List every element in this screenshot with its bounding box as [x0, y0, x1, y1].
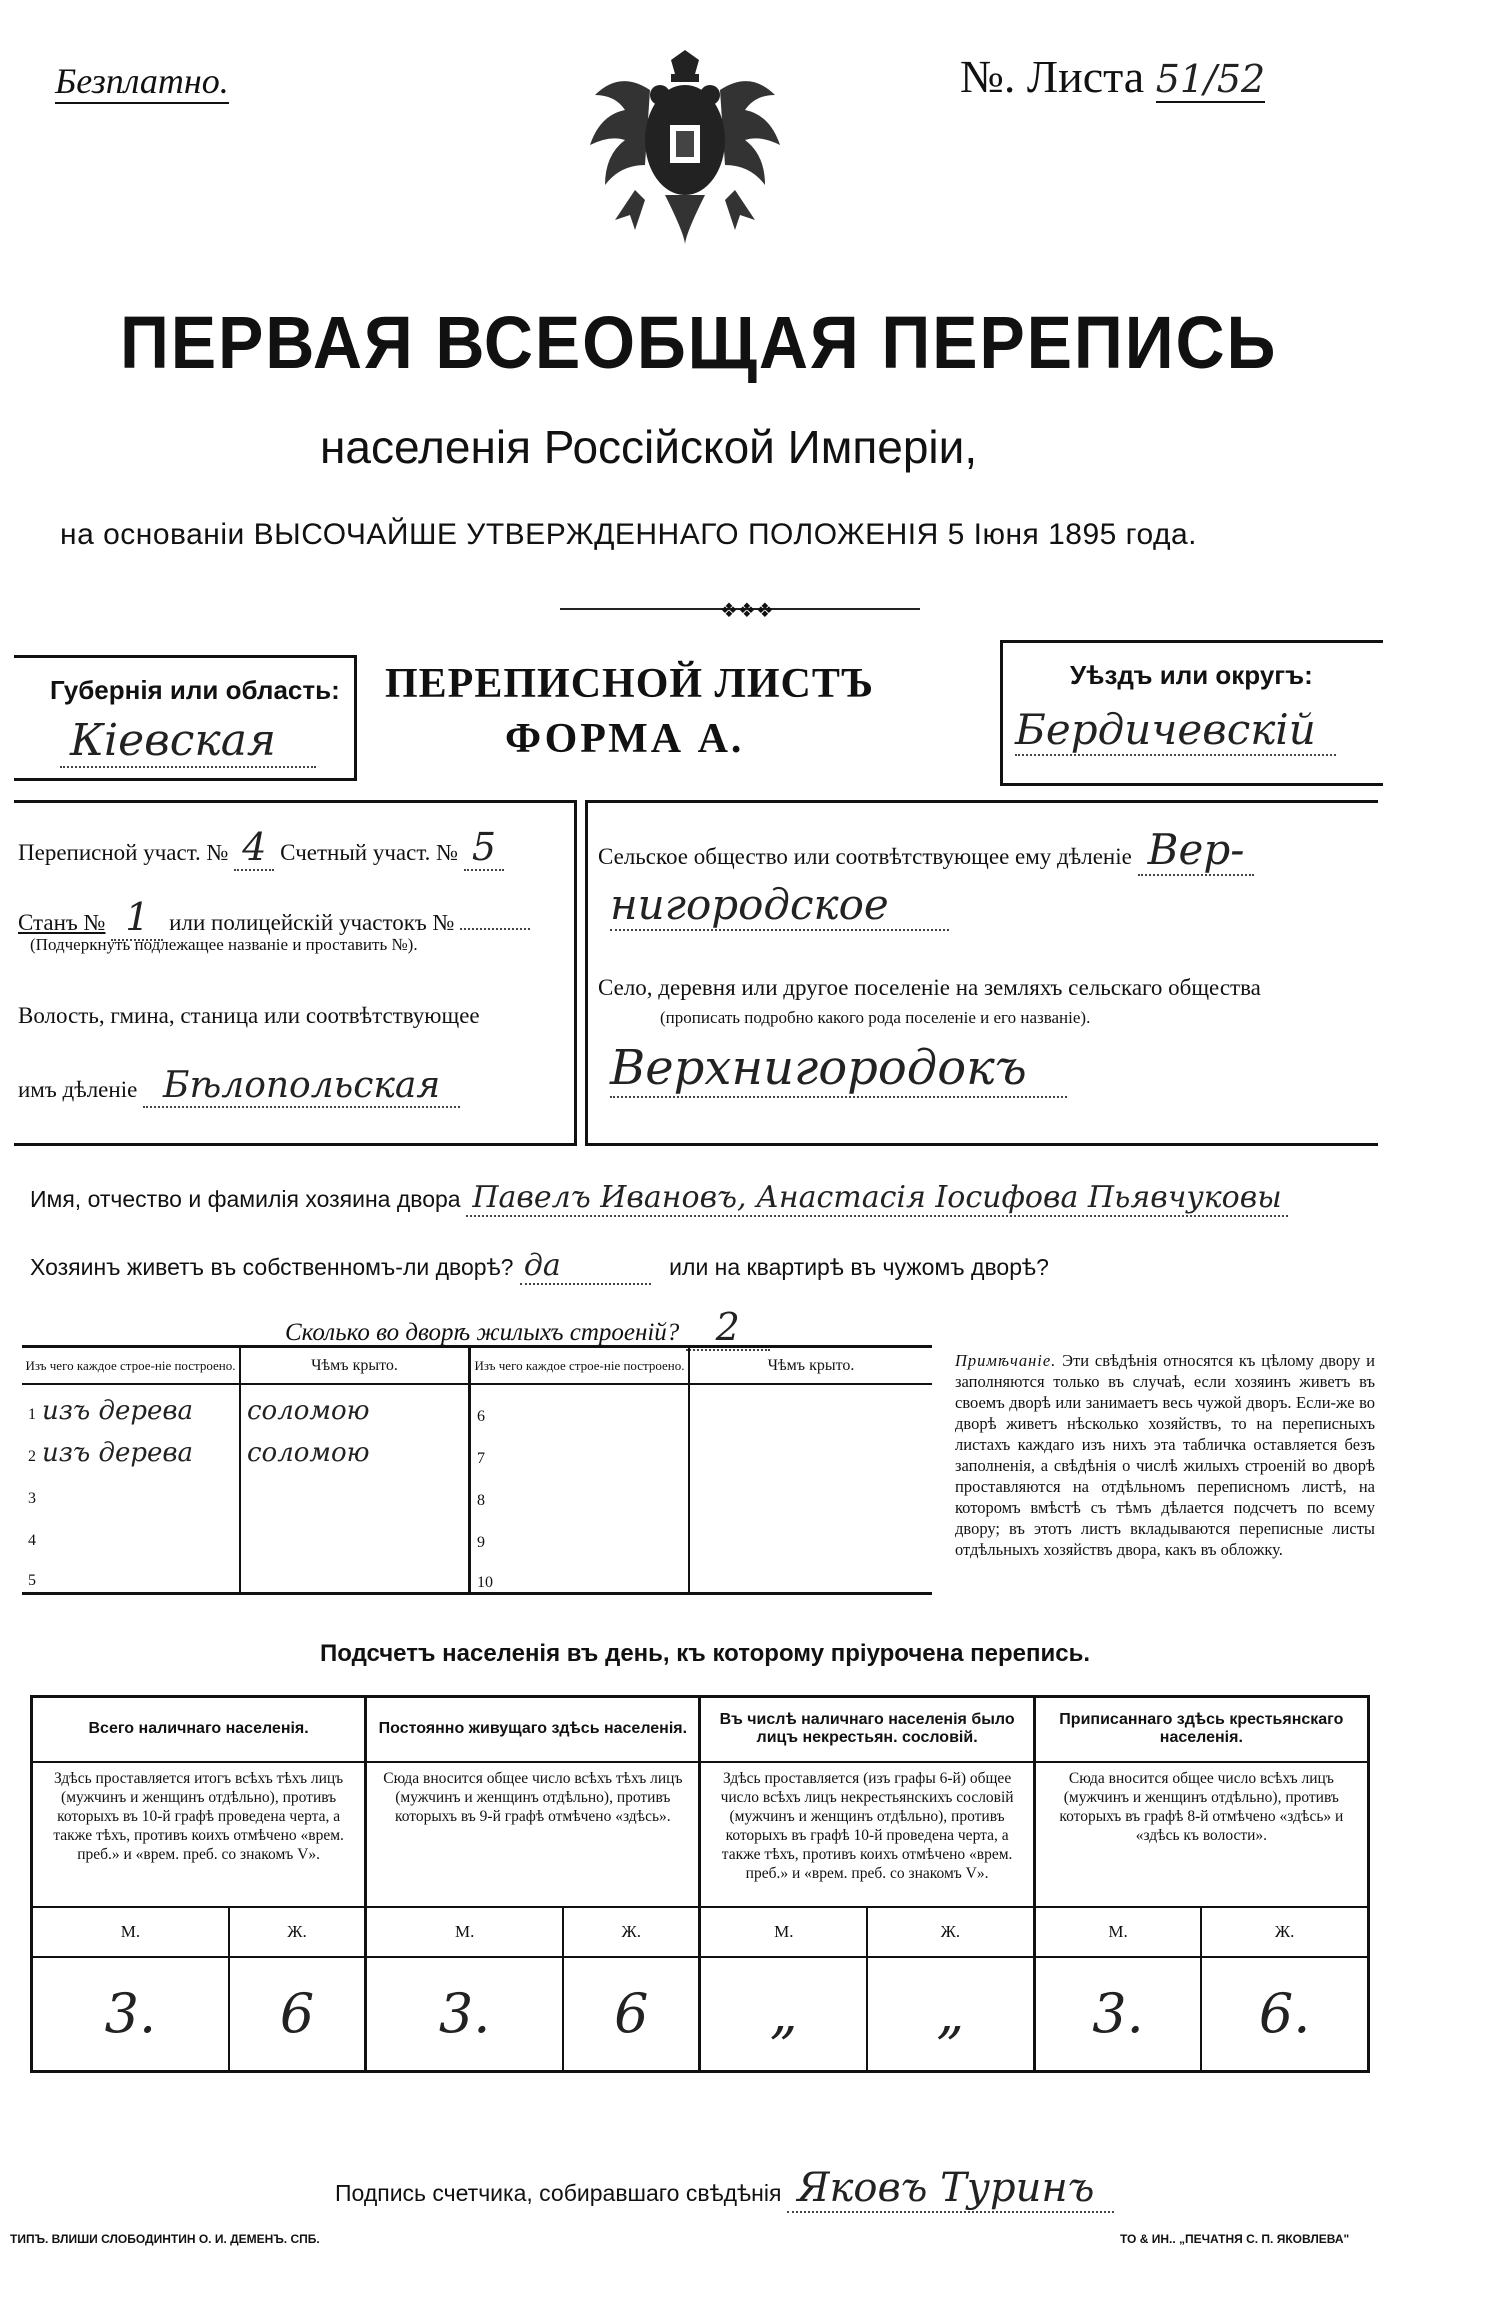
building-number: 7	[477, 1449, 485, 1467]
male-count: 3.	[1034, 1957, 1201, 2072]
female-count: 6.	[1201, 1957, 1368, 2072]
building-material-cell-2	[470, 1468, 690, 1510]
uezd-value: Бердичевскій	[1015, 705, 1336, 756]
building-material-cell-2	[470, 1384, 690, 1426]
selskoe-value-1: Вер-	[1138, 825, 1255, 876]
table-row	[22, 1552, 932, 1594]
buildings-label: Сколько во дворѣ жилыхъ строеній?	[285, 1319, 680, 1346]
volost-label: Волость, гмина, станица или соотвѣтствующее	[18, 1003, 480, 1028]
table-row	[22, 1510, 932, 1552]
count-column-header: Постоянно живущаго здѣсь населенія.	[366, 1697, 700, 1762]
building-roof-cell	[240, 1384, 470, 1426]
selskoe-label: Сельское общество или соотвѣтствующее ему дѣленіе	[598, 844, 1132, 869]
selo-value: Верхнигородокъ	[610, 1040, 1067, 1098]
building-material-cell	[22, 1384, 240, 1426]
form-title: ПЕРЕПИСНОЙ ЛИСТЪ	[385, 661, 874, 707]
selo-note: (прописать подробно какого рода поселеніе и его названіе).	[660, 1008, 1091, 1027]
female-label: Ж.	[1201, 1907, 1368, 1957]
building-number: 4	[28, 1531, 36, 1549]
building-number: 5	[28, 1572, 36, 1589]
col-material-header: Изъ чего каждое строе-ніе построено.	[22, 1347, 240, 1385]
male-label: М.	[366, 1907, 563, 1957]
col-roof-header-2: Чѣмъ крыто.	[767, 1356, 855, 1374]
building-material: изъ дерева	[42, 1437, 194, 1468]
building-material-cell	[22, 1510, 240, 1552]
police-note: (Подчеркнуть подлежащее названіе и проставить №).	[30, 935, 418, 954]
building-number: 10	[477, 1574, 493, 1591]
schetnyi-value: 5	[464, 825, 504, 871]
building-roof-cell	[240, 1510, 470, 1552]
lives-row	[30, 1248, 1049, 1283]
male-count: „	[700, 1957, 867, 2072]
gubernia-label: Губернія или область:	[50, 675, 340, 705]
signature-row	[335, 2165, 1114, 2211]
building-number: 1	[28, 1406, 36, 1424]
building-roof-cell-2	[689, 1384, 932, 1426]
count-column-description: Сюда вносится общее число всѣхъ тѣхъ лицъ (мужчинъ и женщинъ отдѣльно), противъ которыхъ въ 9-й графѣ отмѣчено «здѣсь».	[366, 1762, 700, 1907]
perepisnoi-value: 4	[234, 825, 274, 871]
building-material-cell-2	[470, 1426, 690, 1468]
schetnyi-label: Счетный участ. №	[280, 840, 459, 865]
uezd-label: Уѣздъ или округъ:	[1070, 660, 1313, 690]
owner-label: Имя, отчество и фамилія хозяина двора	[30, 1186, 461, 1212]
building-roof-cell	[240, 1426, 470, 1468]
table-row	[22, 1426, 932, 1468]
female-count: 6	[563, 1957, 700, 2072]
selo-label: Село, деревня или другое поселеніе на земляхъ сельскаго общества	[598, 975, 1261, 1000]
printer-right: ТО & ИН.. „ПЕЧАТНЯ С. П. ЯКОВЛЕВА"	[1120, 2232, 1350, 2246]
page-title: ПЕРВАЯ ВСЕОБЩАЯ ПЕРЕПИСЬ	[120, 301, 1278, 384]
note-title: Примѣчаніе.	[955, 1351, 1057, 1370]
col-roof-header: Чѣмъ крыто.	[240, 1347, 470, 1385]
stan-label: Станъ №	[18, 910, 106, 935]
page-subtitle: населенія Россійской Имперіи,	[320, 421, 978, 473]
building-number: 8	[477, 1491, 485, 1509]
female-count: „	[867, 1957, 1034, 2072]
owner-row	[30, 1180, 1288, 1215]
gubernia-value: Кіевская	[60, 715, 316, 768]
table-row	[22, 1384, 932, 1426]
count-table	[30, 1695, 1370, 2073]
police-label: или полицейскій участокъ №	[169, 910, 455, 935]
building-material-cell	[22, 1426, 240, 1468]
sheet-number-value: 51/52	[1155, 57, 1266, 101]
building-number: 2	[28, 1447, 36, 1465]
form-name: ФОРМА А.	[505, 716, 745, 762]
building-material-cell-2	[470, 1552, 690, 1594]
building-roof: соломою	[247, 1396, 370, 1427]
count-column-description: Здѣсь проставляется итогъ всѣхъ тѣхъ лицъ (мужчинъ и женщинъ отдѣльно), противъ которыхъ въ 10-й графѣ проведена черта, а также тѣхъ, противъ коихъ отмѣчено «врем. преб.» и «врем. преб. со знакомъ V».	[32, 1762, 366, 1907]
count-column-header: Приписаннаго здѣсь крестьянскаго населенія.	[1034, 1697, 1368, 1762]
table-row	[22, 1468, 932, 1510]
lives-label: Хозяинъ живетъ въ собственномъ-ли дворѣ?	[30, 1254, 514, 1280]
male-count: 3.	[32, 1957, 229, 2072]
count-column-header: Всего наличнаго населенія.	[32, 1697, 366, 1762]
buildings-value: 2	[686, 1305, 770, 1351]
volost-value: Бѣлопольская	[143, 1065, 460, 1108]
building-roof: соломою	[247, 1437, 370, 1468]
police-value	[460, 928, 530, 930]
building-roof-cell	[240, 1468, 470, 1510]
building-material-cell	[22, 1552, 240, 1594]
building-roof-cell-2	[689, 1468, 932, 1510]
sheet-number	[960, 50, 1265, 103]
buildings-table	[22, 1345, 932, 1595]
signature-value: Яковъ Туринъ	[787, 2165, 1114, 2213]
volost-row	[18, 1065, 460, 1106]
lives-value: да	[520, 1248, 651, 1285]
building-material: изъ дерева	[42, 1396, 194, 1427]
building-number: 6	[477, 1408, 485, 1426]
stan-value: 1	[111, 895, 163, 941]
count-column-header: Въ числѣ наличнаго населенія было лицъ некрестьян. сословій.	[700, 1697, 1034, 1762]
printer-left: ТИПЪ. ВЛИШИ СЛОБОДИНТИН О. И. ДЕМЕНЪ. СПБ.	[10, 2232, 320, 2246]
perepisnoi-row	[18, 825, 504, 869]
male-label: М.	[700, 1907, 867, 1957]
count-column-description: Здѣсь проставляется (изъ графы 6-й) общее число всѣхъ лицъ некрестьянскихъ сословій (мужчинъ и женщинъ отдѣльно), противъ которыхъ въ графѣ 10-й проведена черта, а также тѣхъ, противъ коихъ отмѣчено «врем. преб.» и «врем. преб. со знакомъ V».	[700, 1762, 1034, 1907]
or-label: или на квартирѣ въ чужомъ дворѣ?	[669, 1254, 1049, 1280]
note-block	[955, 1350, 1375, 1560]
female-count: 6	[229, 1957, 366, 2072]
building-number: 3	[28, 1489, 36, 1507]
signature-label: Подпись счетчика, собиравшаго свѣдѣнія	[335, 2180, 782, 2206]
building-material-cell-2	[470, 1510, 690, 1552]
sheet-number-label: №. Листа	[960, 51, 1145, 102]
eagle-emblem-icon	[575, 30, 795, 260]
col-material-header-2: Изъ чего каждое строе-ніе построено.	[470, 1347, 690, 1385]
volost-label2: имъ дѣленіе	[18, 1077, 138, 1102]
male-label: М.	[1034, 1907, 1201, 1957]
selskoe-value-2: нигородское	[610, 880, 949, 931]
building-material-cell	[22, 1468, 240, 1510]
male-label: М.	[32, 1907, 229, 1957]
selskoe-row	[598, 825, 1254, 874]
free-label: Безплатно.	[55, 60, 229, 104]
male-count: 3.	[366, 1957, 563, 2072]
ornament-center-icon: ❖❖❖	[720, 600, 774, 622]
basis-line: на основаніи ВЫСОЧАЙШЕ УТВЕРЖДЕННАГО ПОЛОЖЕНІЯ 5 Іюня 1895 года.	[60, 518, 1198, 551]
buildings-row	[285, 1305, 770, 1349]
building-number: 9	[477, 1533, 485, 1551]
owner-value: Павелъ Ивановъ, Анастасія Іосифова Пьявчуковы	[466, 1180, 1287, 1217]
female-label: Ж.	[229, 1907, 366, 1957]
perepisnoi-label: Переписной участ. №	[18, 840, 229, 865]
female-label: Ж.	[867, 1907, 1034, 1957]
note-text: Эти свѣдѣнія относятся къ цѣлому двору и заполняются только въ случаѣ, если хозяинъ живетъ въ своемъ дворѣ или занимаетъ весь чужой дворъ. Если-же во дворѣ живетъ нѣсколько хозяйствъ, то на переписныхъ листахъ каждаго изъ нихъ эта табличка оставляется безъ заполненія, а свѣдѣнія о числѣ жилыхъ строеній во дворѣ проставляются на отдѣльномъ переписномъ листѣ, на которомъ вмѣстѣ съ тѣмъ дѣлается подсчетъ по всему двору; въ этотъ листъ вкладываются переписные листы отдѣльныхъ хозяйствъ двора, какъ въ обложку.	[955, 1351, 1375, 1559]
building-roof-cell-2	[689, 1426, 932, 1468]
building-roof-cell	[240, 1552, 470, 1594]
count-column-description: Сюда вносится общее число всѣхъ лицъ (мужчинъ и женщинъ отдѣльно), противъ которыхъ въ графѣ 8-й отмѣчено «здѣсь» и «здѣсь къ волости».	[1034, 1762, 1368, 1907]
female-label: Ж.	[563, 1907, 700, 1957]
building-roof-cell-2	[689, 1552, 932, 1594]
building-roof-cell-2	[689, 1510, 932, 1552]
stan-row	[18, 895, 530, 939]
count-title: Подсчетъ населенія въ день, къ которому пріурочена перепись.	[320, 1640, 1090, 1667]
